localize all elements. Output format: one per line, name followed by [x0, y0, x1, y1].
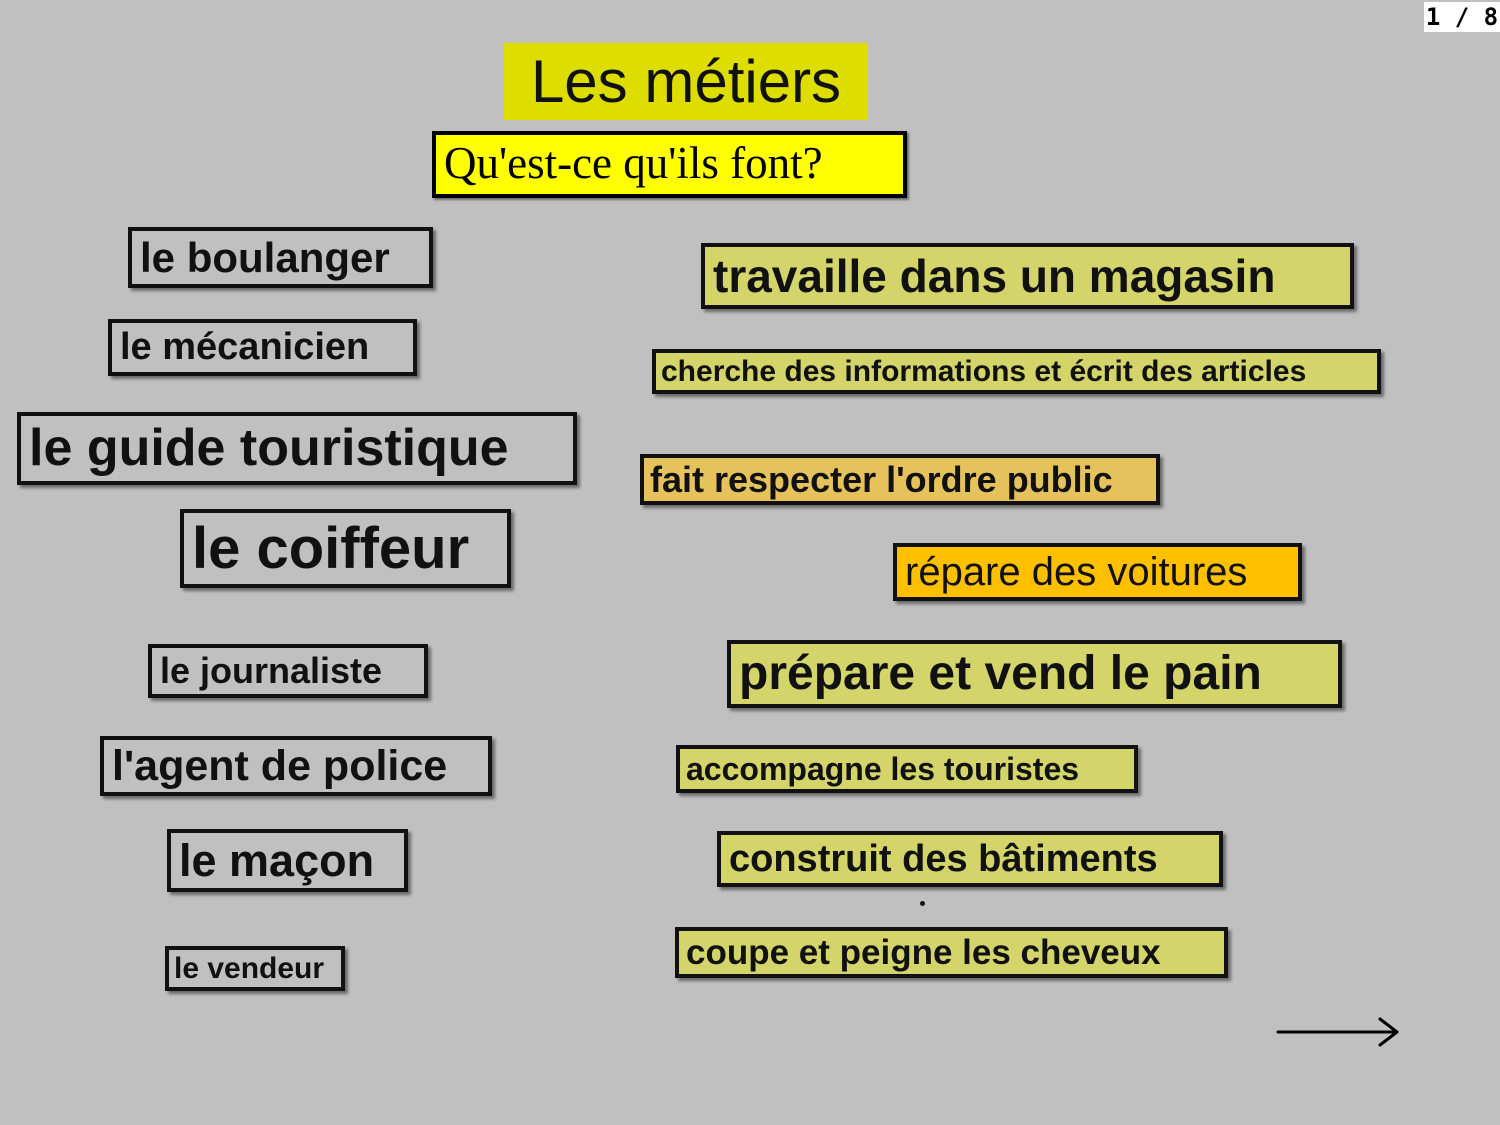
arrow-right-icon[interactable] [1276, 1014, 1402, 1050]
description-card-magasin[interactable]: travaille dans un magasin [701, 243, 1354, 309]
term-card-journaliste[interactable]: le journaliste [148, 644, 428, 698]
description-card-voitures[interactable]: répare des voitures [893, 543, 1302, 601]
stray-dot [920, 901, 925, 906]
description-card-batiments[interactable]: construit des bâtiments [717, 831, 1223, 887]
term-card-boulanger[interactable]: le boulanger [128, 227, 433, 288]
term-card-vendeur[interactable]: le vendeur [165, 946, 345, 991]
term-card-mecanicien[interactable]: le mécanicien [108, 319, 417, 376]
description-card-pain[interactable]: prépare et vend le pain [727, 640, 1342, 708]
page-title: Les métiers [504, 43, 868, 120]
term-card-guide-touristique[interactable]: le guide touristique [17, 412, 577, 485]
term-card-macon[interactable]: le maçon [167, 829, 408, 892]
description-card-ordre-public[interactable]: fait respecter l'ordre public [640, 454, 1160, 505]
page-subtitle: Qu'est-ce qu'ils font? [432, 131, 907, 198]
page-counter: 1 / 8 [1425, 3, 1499, 31]
term-card-coiffeur[interactable]: le coiffeur [180, 509, 511, 588]
description-card-cheveux[interactable]: coupe et peigne les cheveux [675, 927, 1228, 978]
description-card-touristes[interactable]: accompagne les touristes [676, 745, 1138, 793]
description-card-informations[interactable]: cherche des informations et écrit des articles [652, 349, 1381, 394]
term-card-agent-de-police[interactable]: l'agent de police [100, 736, 492, 796]
